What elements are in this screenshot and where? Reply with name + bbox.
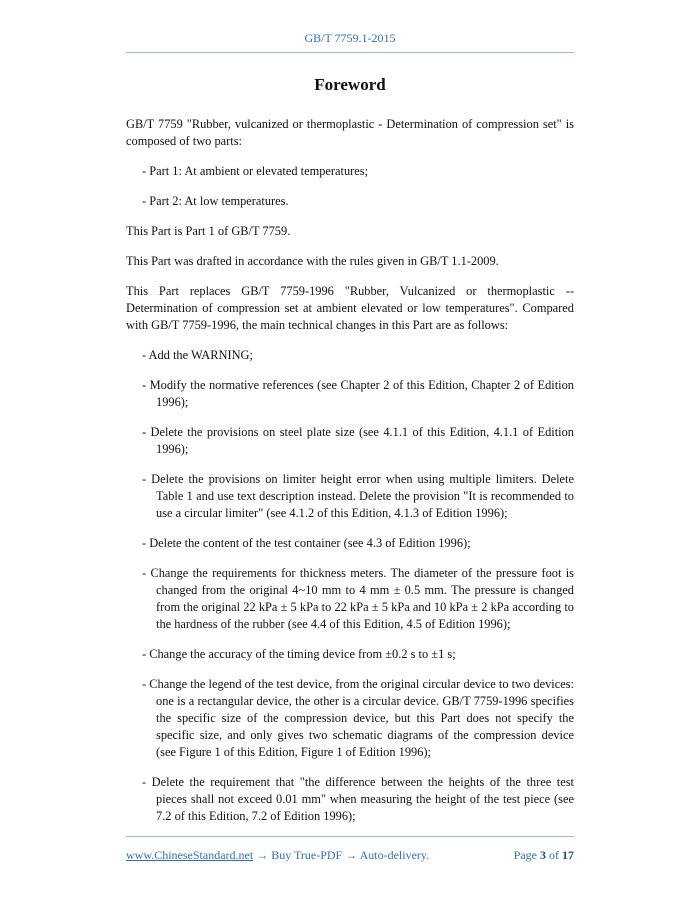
list-item: - Part 2: At low temperatures. — [142, 194, 289, 208]
change-item: - Delete the content of the test container (see 4.3 of Edition 1996); — [142, 536, 471, 550]
change-item: - Add the WARNING; — [142, 348, 253, 362]
paragraph: This Part is Part 1 of GB/T 7759. — [126, 224, 291, 238]
buy-pdf-text: Buy True-PDF — [271, 848, 343, 862]
running-header: GB/T 7759.1-2015 — [304, 31, 396, 45]
list-item: - Part 1: At ambient or elevated temperatures; — [142, 164, 369, 178]
arrow-right-icon: → — [253, 848, 272, 862]
intro-paragraph: GB/T 7759 "Rubber, vulcanized or thermoplastic - Determination of compression set" is composed of two parts: — [126, 117, 574, 148]
page-title: Foreword — [314, 75, 386, 94]
document-body — [126, 116, 574, 838]
footer-divider — [126, 836, 574, 837]
page-label: Page — [513, 848, 537, 862]
change-item: - Change the accuracy of the timing device from ±0.2 s to ±1 s; — [142, 647, 456, 661]
paragraph: This Part was drafted in accordance with the rules given in GB/T 1.1-2009. — [126, 254, 499, 268]
footer-links — [126, 848, 429, 863]
paragraph: This Part replaces GB/T 7759-1996 "Rubber, Vulcanized or thermoplastic -- Determination of compression set at ambient elevated or low temperatures". Compared with GB/T 7759-1996, the main technical changes in this Part are as follows: — [126, 284, 574, 332]
change-item: - Delete the provisions on steel plate size (see 4.1.1 of this Edition, 4.1.1 of Edition 1996); — [142, 425, 574, 456]
page-total: 17 — [562, 848, 574, 862]
auto-delivery-text: Auto-delivery. — [359, 848, 430, 862]
header-divider — [126, 52, 574, 53]
page-of: of — [549, 848, 559, 862]
change-item: - Change the requirements for thickness meters. The diameter of the pressure foot is changed from the original 4~10 mm to 4 mm ± 0.5 mm. The pressure is changed from the original 22 kPa ± 5 kPa to 22 kPa ± 5 kPa and 10 kPa ± 2 kPa according to the hardness of the rubber (see 4.4 of this Edition, 4.5 of Edition 1996); — [142, 566, 574, 631]
change-item: - Delete the provisions on limiter height error when using multiple limiters. Delete Table 1 and use text description instead. Delete the provision "It is recommended to use a circular limiter" (see 4.1.2 of this Edition, 4.1.3 of Edition 1996); — [142, 472, 574, 520]
site-link[interactable]: www.ChineseStandard.net — [126, 848, 254, 862]
change-item: - Delete the requirement that "the difference between the heights of the three test pieces shall not exceed 0.01 mm" when measuring the height of the test piece (see 7.2 of this Edition, 7.2 of Edition 1996); — [142, 775, 574, 823]
arrow-right-icon: → — [342, 848, 360, 862]
change-item: - Change the legend of the test device, from the original circular device to two devices: one is a rectangular device, the other is a circular device. GB/T 7759-1996 specifies the specific size of the compression device, but this Part does not specify the specific size, and only gives two schematic diagrams of the compression device (see Figure 1 of this Edition, Figure 1 of Edition 1996); — [142, 677, 574, 759]
page-current: 3 — [540, 848, 546, 862]
page-number — [514, 848, 574, 863]
change-item: - Modify the normative references (see Chapter 2 of this Edition, Chapter 2 of Edition 1996); — [142, 378, 574, 409]
